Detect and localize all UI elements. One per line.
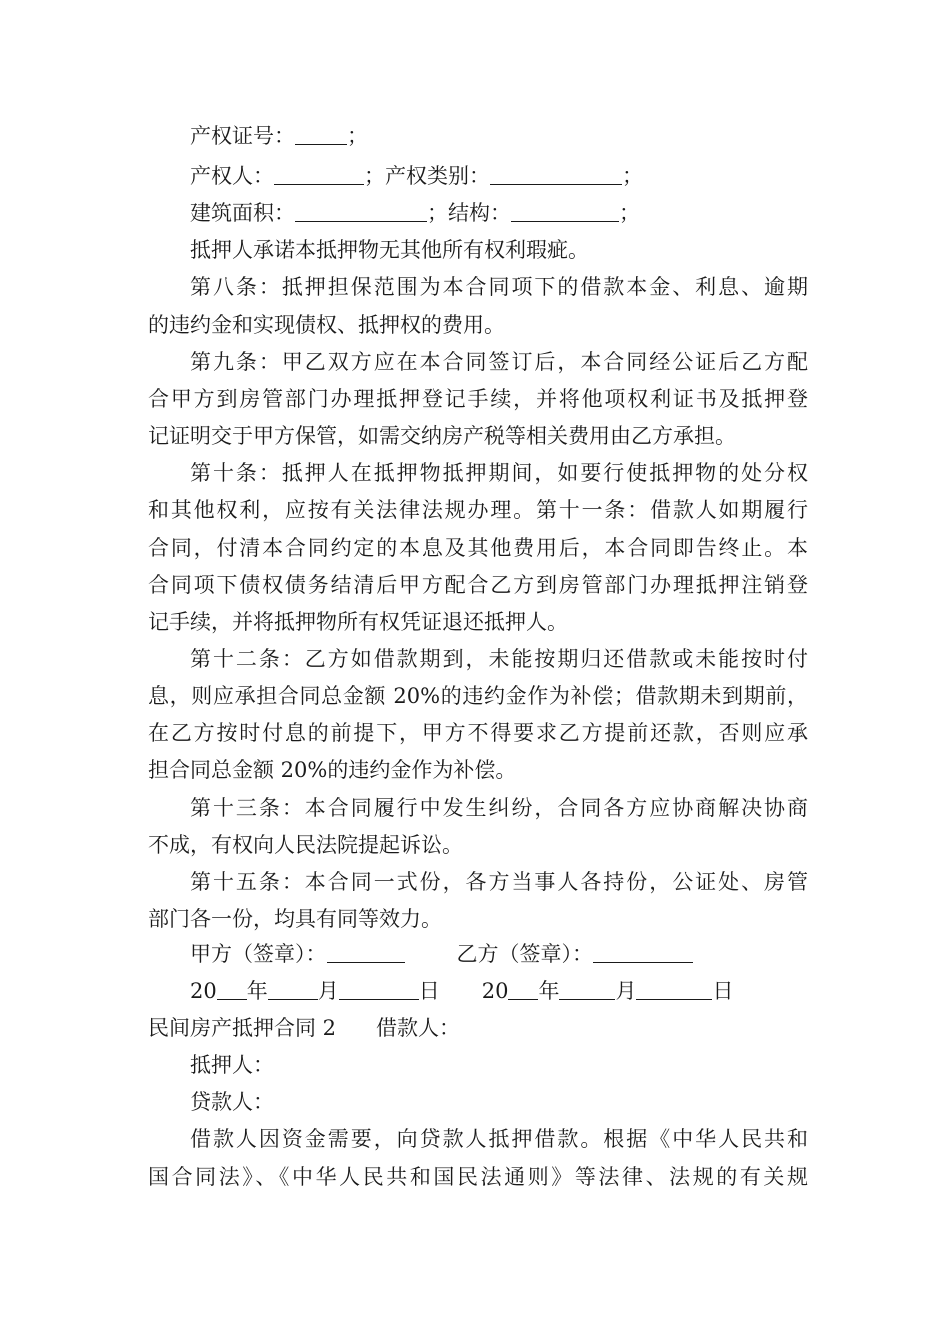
paragraph-line: 记手续，并将抵押物所有权凭证退还抵押人。 (148, 610, 568, 634)
area-line: 建筑面积： ；结构： ； (190, 201, 640, 225)
paragraph-line: 不成，有权向人民法院提起诉讼。 (148, 833, 463, 857)
paragraph-line: 合同，付清本合同约定的本息及其他费用后，本合同即告终止。本 (148, 536, 808, 560)
paragraph-line: 担合同总金额 20%的违约金作为补偿。 (148, 758, 517, 782)
signature-line (190, 940, 808, 968)
paragraph-line: 第十三条：本合同履行中发生纠纷，合同各方应协商解决协商 (190, 796, 808, 820)
paragraph-line: 第九条：甲乙双方应在本合同签订后，本合同经公证后乙方配 (190, 350, 808, 374)
paragraph-line: 合同项下债权债务结清后甲方配合乙方到房管部门办理抵押注销登 (148, 573, 808, 597)
property-cert-line: 产权证号： ； (190, 124, 368, 148)
paragraph-line: 记证明交于甲方保管，如需交纳房产税等相关费用由乙方承担。 (148, 424, 736, 448)
paragraph-line: 合甲方到房管部门办理抵押登记手续，并将他项权利证书及抵押登 (148, 387, 808, 411)
mortgagor-label: 抵押人： (190, 1053, 274, 1077)
property-cert-blank (295, 124, 347, 145)
paragraph-line: 和其他权利，应按有关法律法规办理。第十一条：借款人如期履行 (148, 498, 808, 522)
paragraph-line: 第十二条：乙方如借款期到，未能按期归还借款或未能按时付 (190, 647, 808, 671)
owner-line: 产权人： ；产权类别： ； (190, 164, 643, 188)
lender-label: 贷款人： (190, 1090, 274, 1114)
date-line: 20 年 月 日 20 年 月 日 (190, 979, 734, 1003)
contract-title-line (148, 1014, 808, 1042)
paragraph-line: 国合同法》、《中华人民共和国民法通则》等法律、法规的有关规 (148, 1165, 808, 1189)
paragraph-line: 第十条：抵押人在抵押物抵押期间，如要行使抵押物的处分权 (190, 461, 808, 485)
paragraph-line: 的违约金和实现债权、抵押权的费用。 (148, 313, 505, 337)
party-b-signature-blank (593, 942, 693, 963)
party-a-label: 甲方（签章）： (190, 942, 327, 966)
party-a-signature-blank (327, 942, 405, 963)
paragraph-line: 第十五条：本合同一式份，各方当事人各持份，公证处、房管 (190, 870, 808, 894)
property-type-blank (490, 164, 622, 185)
paragraph-line: 借款人因资金需要，向贷款人抵押借款。根据《中华人民共和 (190, 1127, 808, 1151)
paragraph-line: 息，则应承担合同总金额 20%的违约金作为补偿；借款期未到期前， (148, 684, 808, 708)
paragraph-line: 部门各一份，均具有同等效力。 (148, 907, 442, 931)
owner-blank (274, 164, 364, 185)
structure-blank (511, 201, 619, 222)
party-b-label: 乙方（签章）： (456, 942, 593, 966)
paragraph-line: 第八条：抵押担保范围为本合同项下的借款本金、利息、逾期 (190, 275, 808, 299)
area-blank (295, 201, 427, 222)
borrower-label: 借款人： (376, 1016, 461, 1040)
contract-title: 民间房产抵押合同 2 (148, 1016, 337, 1040)
paragraph-line: 在乙方按时付息的前提下，甲方不得要求乙方提前还款，否则应承 (148, 721, 808, 745)
paragraph-line: 抵押人承诺本抵押物无其他所有权利瑕疵。 (190, 238, 589, 262)
